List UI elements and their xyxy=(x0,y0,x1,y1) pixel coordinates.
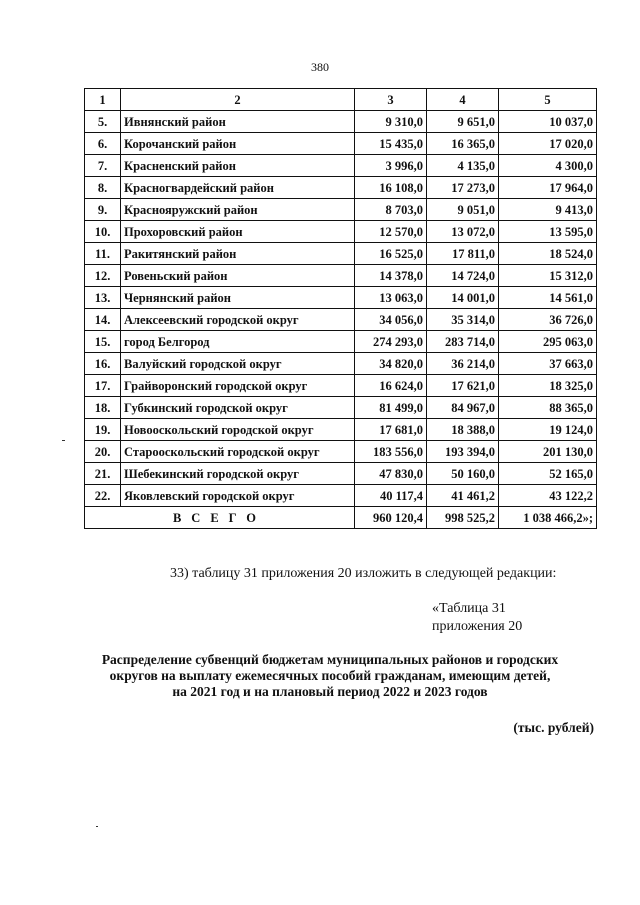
value-2022: 35 314,0 xyxy=(427,309,499,331)
value-2022: 14 724,0 xyxy=(427,265,499,287)
value-2021: 9 310,0 xyxy=(355,111,427,133)
row-number: 14. xyxy=(85,309,121,331)
total-2022: 998 525,2 xyxy=(427,507,499,529)
value-2023: 43 122,2 xyxy=(499,485,597,507)
table-row xyxy=(85,133,597,155)
row-number: 5. xyxy=(85,111,121,133)
row-number: 13. xyxy=(85,287,121,309)
value-2022: 17 621,0 xyxy=(427,375,499,397)
value-2021: 183 556,0 xyxy=(355,441,427,463)
table-row xyxy=(85,177,597,199)
title-line-3: на 2021 год и на плановый период 2022 и 2023 годов xyxy=(172,684,488,699)
municipality-name: Яковлевский городской округ xyxy=(121,485,355,507)
municipality-name: Новооскольский городской округ xyxy=(121,419,355,441)
column-header-3: 3 xyxy=(355,89,427,111)
table-row xyxy=(85,375,597,397)
value-2023: 37 663,0 xyxy=(499,353,597,375)
table-row xyxy=(85,331,597,353)
value-2022: 17 273,0 xyxy=(427,177,499,199)
column-header-2: 2 xyxy=(121,89,355,111)
value-2022: 16 365,0 xyxy=(427,133,499,155)
value-2021: 16 525,0 xyxy=(355,243,427,265)
municipality-name: Шебекинский городской округ xyxy=(121,463,355,485)
row-number: 10. xyxy=(85,221,121,243)
value-2022: 9 651,0 xyxy=(427,111,499,133)
value-2023: 18 524,0 xyxy=(499,243,597,265)
value-2021: 13 063,0 xyxy=(355,287,427,309)
municipality-name: Красногвардейский район xyxy=(121,177,355,199)
municipality-name: Прохоровский район xyxy=(121,221,355,243)
row-number: 15. xyxy=(85,331,121,353)
caption-line-2: приложения 20 xyxy=(432,619,523,634)
table-caption xyxy=(432,600,522,636)
table-row xyxy=(85,199,597,221)
value-2023: 15 312,0 xyxy=(499,265,597,287)
value-2023: 14 561,0 xyxy=(499,287,597,309)
row-number: 9. xyxy=(85,199,121,221)
value-2023: 13 595,0 xyxy=(499,221,597,243)
page-number: 380 xyxy=(311,60,329,74)
column-header-4: 4 xyxy=(427,89,499,111)
row-number: 21. xyxy=(85,463,121,485)
value-2022: 41 461,2 xyxy=(427,485,499,507)
scan-speck xyxy=(96,826,98,827)
municipality-name: Ровеньский район xyxy=(121,265,355,287)
municipality-name: Красненский район xyxy=(121,155,355,177)
caption-line-1: «Таблица 31 xyxy=(432,601,506,616)
table-row xyxy=(85,265,597,287)
table-row xyxy=(85,309,597,331)
scan-speck xyxy=(62,440,65,441)
value-2022: 283 714,0 xyxy=(427,331,499,353)
table-row xyxy=(85,397,597,419)
row-number: 22. xyxy=(85,485,121,507)
table-header-row xyxy=(85,89,597,111)
table-row xyxy=(85,463,597,485)
municipality-name: Ивнянский район xyxy=(121,111,355,133)
title-line-1: Распределение субвенций бюджетам муниципальных районов и городских xyxy=(101,652,559,667)
value-2023: 201 130,0 xyxy=(499,441,597,463)
table-row xyxy=(85,353,597,375)
municipality-name: город Белгород xyxy=(121,331,355,353)
value-2022: 193 394,0 xyxy=(427,441,499,463)
document-title xyxy=(70,652,590,700)
subsidy-table xyxy=(84,88,597,529)
value-2021: 12 570,0 xyxy=(355,221,427,243)
row-number: 16. xyxy=(85,353,121,375)
value-2021: 274 293,0 xyxy=(355,331,427,353)
table-row xyxy=(85,485,597,507)
total-2021: 960 120,4 xyxy=(355,507,427,529)
value-2023: 52 165,0 xyxy=(499,463,597,485)
municipality-name: Губкинский городской округ xyxy=(121,397,355,419)
value-2021: 47 830,0 xyxy=(355,463,427,485)
total-label: ВСЕГО xyxy=(85,507,355,529)
value-2023: 9 413,0 xyxy=(499,199,597,221)
value-2023: 295 063,0 xyxy=(499,331,597,353)
municipality-name: Грайворонский городской округ xyxy=(121,375,355,397)
municipality-name: Ракитянский район xyxy=(121,243,355,265)
value-2021: 34 820,0 xyxy=(355,353,427,375)
value-2021: 81 499,0 xyxy=(355,397,427,419)
value-2021: 3 996,0 xyxy=(355,155,427,177)
value-2023: 18 325,0 xyxy=(499,375,597,397)
value-2021: 40 117,4 xyxy=(355,485,427,507)
value-2021: 17 681,0 xyxy=(355,419,427,441)
value-2023: 88 365,0 xyxy=(499,397,597,419)
value-2021: 15 435,0 xyxy=(355,133,427,155)
row-number: 6. xyxy=(85,133,121,155)
column-header-5: 5 xyxy=(499,89,597,111)
value-2021: 16 624,0 xyxy=(355,375,427,397)
value-2023: 17 964,0 xyxy=(499,177,597,199)
municipality-name: Чернянский район xyxy=(121,287,355,309)
value-2022: 13 072,0 xyxy=(427,221,499,243)
value-2022: 50 160,0 xyxy=(427,463,499,485)
municipality-name: Корочанский район xyxy=(121,133,355,155)
value-2022: 84 967,0 xyxy=(427,397,499,419)
value-2023: 10 037,0 xyxy=(499,111,597,133)
municipality-name: Алексеевский городской округ xyxy=(121,309,355,331)
value-2022: 4 135,0 xyxy=(427,155,499,177)
table-row xyxy=(85,287,597,309)
row-number: 19. xyxy=(85,419,121,441)
value-2022: 18 388,0 xyxy=(427,419,499,441)
value-2021: 34 056,0 xyxy=(355,309,427,331)
municipality-name: Старооскольский городской округ xyxy=(121,441,355,463)
value-2022: 17 811,0 xyxy=(427,243,499,265)
units-note: (тыс. рублей) xyxy=(513,720,594,735)
total-2023: 1 038 466,2»; xyxy=(499,507,597,529)
title-line-2: округов на выплату ежемесячных пособий гражданам, имеющим детей, xyxy=(109,668,551,683)
row-number: 20. xyxy=(85,441,121,463)
table-row xyxy=(85,419,597,441)
table-row xyxy=(85,111,597,133)
amendment-instruction: 33) таблицу 31 приложения 20 изложить в следующей редакции: xyxy=(170,566,557,581)
municipality-name: Краснояружский район xyxy=(121,199,355,221)
value-2022: 14 001,0 xyxy=(427,287,499,309)
value-2022: 36 214,0 xyxy=(427,353,499,375)
total-row xyxy=(85,507,597,529)
value-2021: 16 108,0 xyxy=(355,177,427,199)
row-number: 12. xyxy=(85,265,121,287)
value-2023: 17 020,0 xyxy=(499,133,597,155)
table-row xyxy=(85,243,597,265)
row-number: 18. xyxy=(85,397,121,419)
value-2023: 36 726,0 xyxy=(499,309,597,331)
value-2023: 4 300,0 xyxy=(499,155,597,177)
row-number: 8. xyxy=(85,177,121,199)
value-2022: 9 051,0 xyxy=(427,199,499,221)
table-row xyxy=(85,155,597,177)
row-number: 17. xyxy=(85,375,121,397)
table-body xyxy=(85,111,597,507)
table-row xyxy=(85,441,597,463)
table-row xyxy=(85,221,597,243)
column-header-1: 1 xyxy=(85,89,121,111)
value-2023: 19 124,0 xyxy=(499,419,597,441)
value-2021: 14 378,0 xyxy=(355,265,427,287)
row-number: 7. xyxy=(85,155,121,177)
value-2021: 8 703,0 xyxy=(355,199,427,221)
row-number: 11. xyxy=(85,243,121,265)
municipality-name: Валуйский городской округ xyxy=(121,353,355,375)
